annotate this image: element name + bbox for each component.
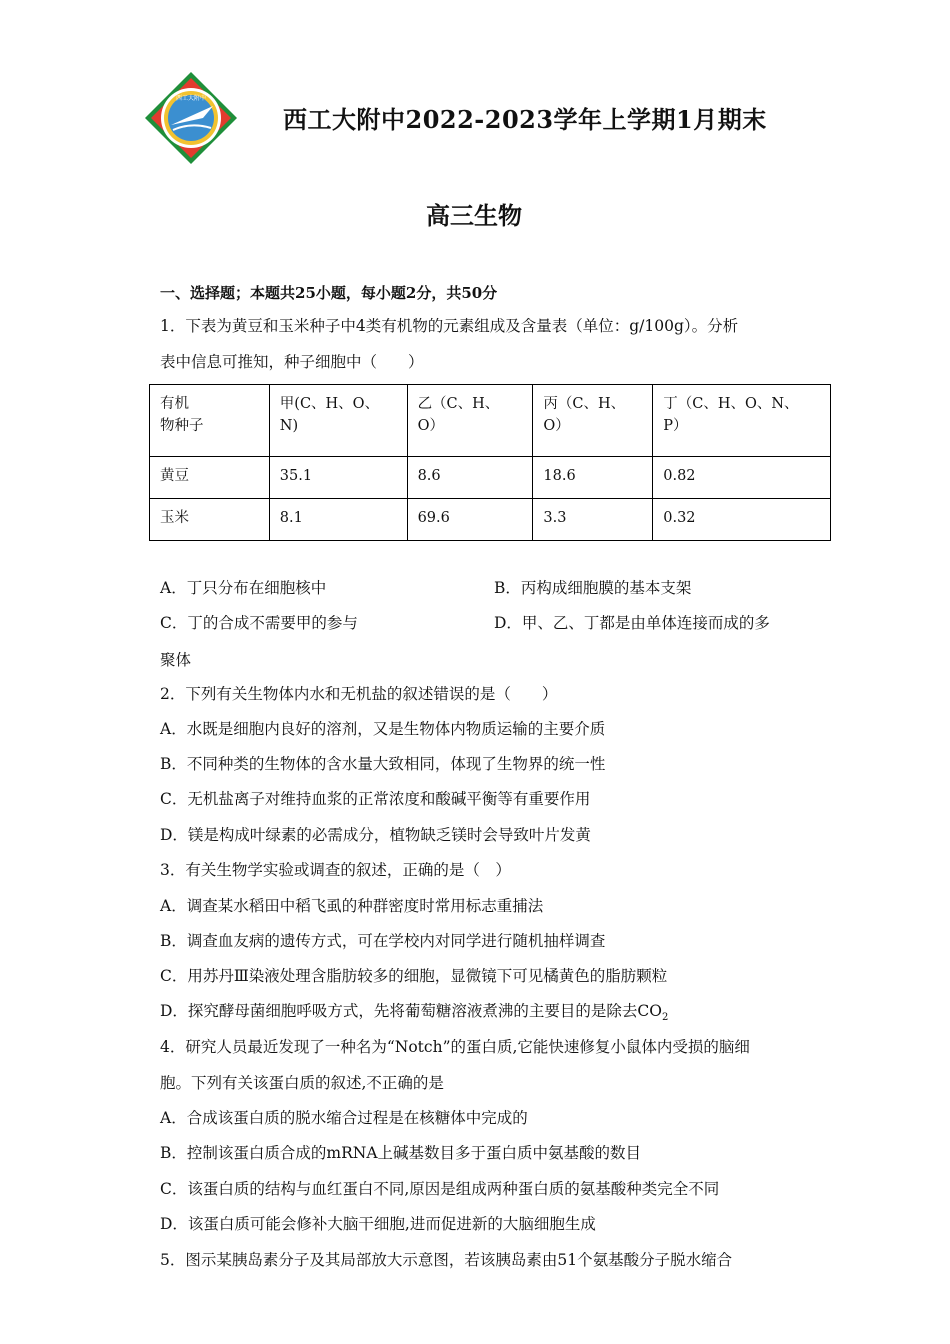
- q2-option-b[interactable]: B．不同种类的生物体的含水量大致相同，体现了生物界的统一性: [160, 755, 606, 773]
- header-line: O）: [417, 418, 444, 434]
- table-row: [150, 457, 831, 499]
- q4-option-c[interactable]: C．该蛋白质的结构与血红蛋白不同,原因是组成两种蛋白质的氨基酸种类完全不同: [160, 1180, 720, 1198]
- q3-option-d[interactable]: [160, 1001, 668, 1028]
- q1-option-b[interactable]: B．丙构成细胞膜的基本支架: [494, 579, 692, 597]
- q3-option-d-text: D．探究酵母菌细胞呼吸方式，先将葡萄糖溶液煮沸的主要目的是除去CO: [160, 1002, 662, 1020]
- q4-option-b[interactable]: B．控制该蛋白质合成的mRNA上碱基数目多于蛋白质中氨基酸的数目: [160, 1144, 642, 1162]
- q2-option-c[interactable]: C．无机盐离子对维持血浆的正常浓度和酸碱平衡等有重要作用: [160, 790, 591, 808]
- header-line: N): [279, 418, 299, 434]
- q1-stem-line2: 表中信息可推知，种子细胞中（ ）: [160, 353, 424, 371]
- exam-subject: 高三生物: [426, 201, 522, 230]
- q1-option-d[interactable]: D．甲、乙、丁都是由单体连接而成的多: [494, 614, 770, 632]
- q4-option-d[interactable]: D．该蛋白质可能会修补大脑干细胞,进而促进新的大脑细胞生成: [160, 1215, 596, 1233]
- q5-stem-line1: 5．图示某胰岛素分子及其局部放大示意图，若该胰岛素由51个氨基酸分子脱水缩合: [160, 1251, 733, 1269]
- table-header-row: [150, 385, 831, 457]
- q1-option-d-continued: 聚体: [160, 651, 192, 669]
- table-row: [150, 499, 831, 541]
- header-line: 有机: [160, 396, 189, 412]
- header-line: 物种子: [160, 418, 204, 434]
- table-cell: 玉米: [150, 499, 270, 541]
- header-line: 乙（C、H、: [417, 396, 500, 412]
- q2-option-d[interactable]: D．镁是构成叶绿素的必需成分，植物缺乏镁时会导致叶片发黄: [160, 826, 591, 844]
- q3-option-c[interactable]: C．用苏丹Ⅲ染液处理含脂肪较多的细胞，显微镜下可见橘黄色的脂肪颗粒: [160, 967, 668, 985]
- header-line: O）: [543, 418, 570, 434]
- table-header-cell: [533, 385, 653, 457]
- table-header-cell: [653, 385, 831, 457]
- header-line: 丁（C、H、O、N、: [663, 396, 799, 412]
- header-line: 丙（C、H、: [543, 396, 626, 412]
- q4-option-a[interactable]: A．合成该蛋白质的脱水缩合过程是在核糖体中完成的: [160, 1109, 528, 1127]
- table-cell: 18.6: [533, 457, 653, 499]
- table-cell: 69.6: [407, 499, 533, 541]
- table-cell: 0.82: [653, 457, 831, 499]
- q3-option-a[interactable]: A．调查某水稻田中稻飞虱的种群密度时常用标志重捕法: [160, 897, 544, 915]
- element-content-table: [149, 384, 831, 541]
- logo-text: 西工大附中: [175, 95, 207, 102]
- table-header-cell: [150, 385, 270, 457]
- table-cell: 8.1: [269, 499, 407, 541]
- table-cell: 黄豆: [150, 457, 270, 499]
- subscript: 2: [662, 1012, 669, 1024]
- q4-stem-line2: 胞。下列有关该蛋白质的叙述,不正确的是: [160, 1074, 444, 1092]
- section-heading: 一、选择题；本题共25小题，每小题2分，共50分: [160, 284, 498, 302]
- q2-option-a[interactable]: A．水既是细胞内良好的溶剂，又是生物体内物质运输的主要介质: [160, 720, 606, 738]
- table-header-cell: [407, 385, 533, 457]
- q3-option-b[interactable]: B．调查血友病的遗传方式，可在学校内对同学进行随机抽样调查: [160, 932, 606, 950]
- q4-stem-line1: 4．研究人员最近发现了一种名为“Notch”的蛋白质,它能快速修复小鼠体内受损的脑细: [160, 1038, 750, 1056]
- q1-option-a[interactable]: A．丁只分布在细胞核中: [160, 579, 327, 597]
- q1-stem-line1: 1．下表为黄豆和玉米种子中4类有机物的元素组成及含量表（单位：g/100g）。分析: [160, 317, 739, 335]
- table-cell: 3.3: [533, 499, 653, 541]
- header-line: P）: [663, 418, 688, 434]
- q2-stem: 2．下列有关生物体内水和无机盐的叙述错误的是（ ）: [160, 685, 558, 703]
- q1-option-c[interactable]: C．丁的合成不需要甲的参与: [160, 614, 358, 632]
- exam-title: 西工大附中2022-2023学年上学期1月期末: [283, 105, 767, 134]
- q3-stem: 3．有关生物学实验或调查的叙述，正确的是（ ）: [160, 861, 511, 879]
- table-cell: 0.32: [653, 499, 831, 541]
- table-cell: 35.1: [269, 457, 407, 499]
- school-logo: [143, 70, 239, 166]
- header-line: 甲(C、H、O、: [279, 396, 380, 412]
- table-cell: 8.6: [407, 457, 533, 499]
- table-header-cell: [269, 385, 407, 457]
